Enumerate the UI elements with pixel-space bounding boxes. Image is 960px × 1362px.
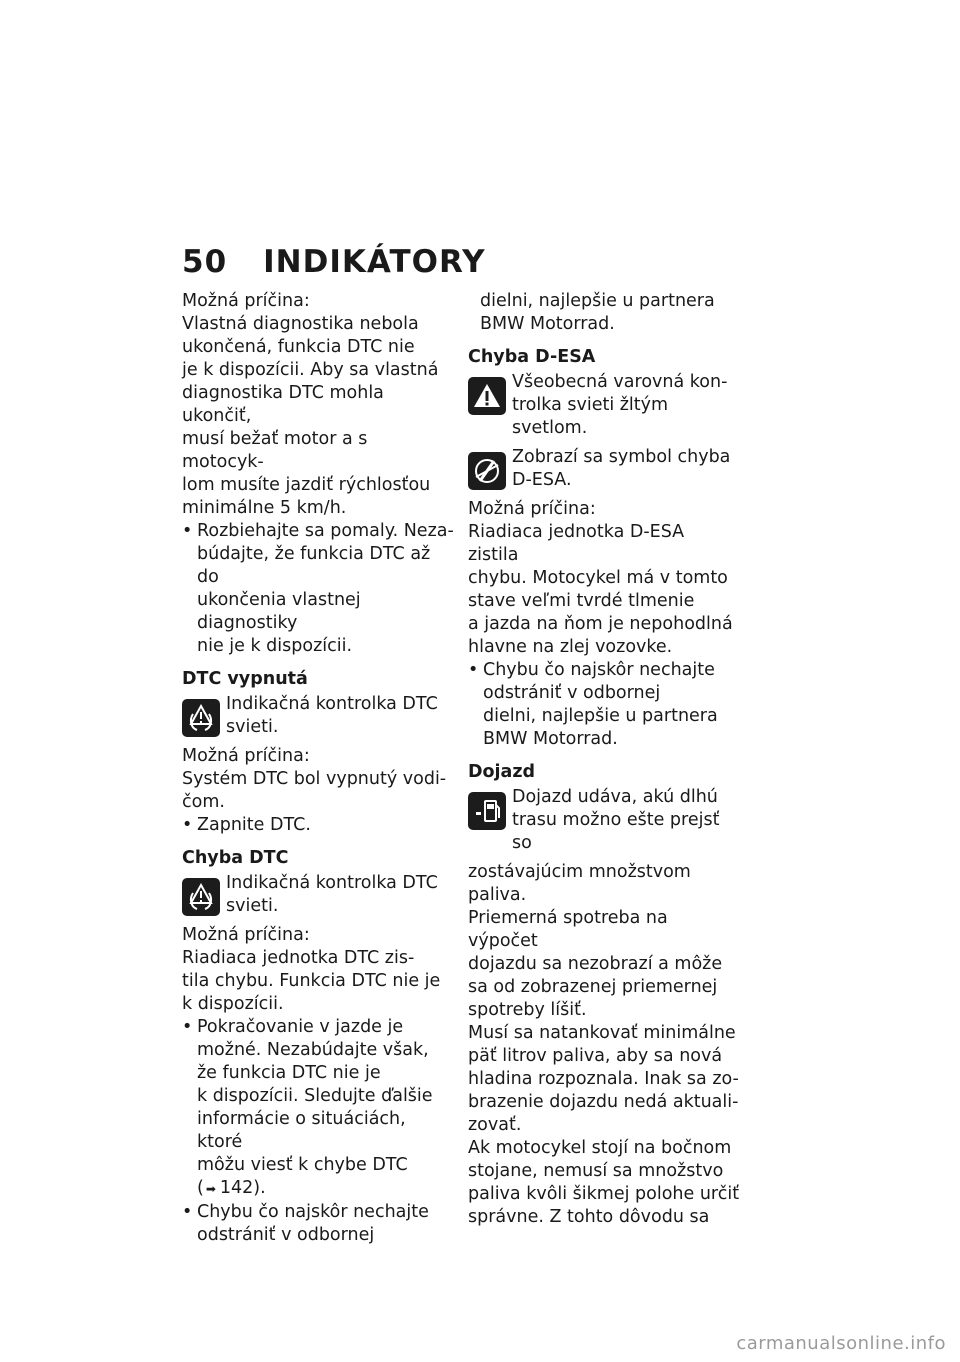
text-line: Možná príčina: — [182, 291, 310, 311]
section-heading-desa-fault: Chyba D-ESA — [468, 347, 596, 367]
text-line: dielni, najlepšie u partnera — [483, 706, 718, 726]
text-line: možné. Nezabúdajte však, — [197, 1040, 429, 1060]
text-line: Ak motocykel stojí na bočnom — [468, 1138, 732, 1158]
section-heading-dtc-off: DTC vypnutá — [182, 669, 308, 689]
text-line: zostávajúcim množstvom paliva. — [468, 862, 691, 905]
page-title: INDIKÁTORY — [263, 244, 486, 280]
reference-page-number: 142). — [219, 1178, 266, 1198]
text-line: ukončená, funkcia DTC nie — [182, 337, 415, 357]
dtc-indicator-icon — [182, 699, 220, 737]
text-line: Možná príčina: — [182, 746, 310, 766]
text-line: Indikačná kontrolka DTC — [226, 873, 438, 893]
dtc-indicator-row — [182, 693, 454, 739]
general-warning-row — [468, 371, 740, 440]
warning-triangle-icon — [468, 377, 506, 415]
dtc-fault-indicator-row — [182, 872, 454, 918]
text-line: svieti. — [226, 896, 279, 916]
text-line: • Pokračovanie v jazde je — [197, 1017, 404, 1037]
text-line: informácie o situáciách, ktoré — [197, 1109, 406, 1152]
text-line: čom. — [182, 792, 225, 812]
text-line: • Chybu čo najskôr nechajte — [197, 1202, 429, 1222]
page-reference[interactable] — [197, 1177, 454, 1201]
text-line: Riadiaca jednotka DTC zis- — [182, 948, 415, 968]
text-line: minimálne 5 km/h. — [182, 498, 347, 518]
text-line: hladina rozpoznala. Inak sa zo- — [468, 1069, 739, 1089]
text-line: Všeobecná varovná kon- — [512, 372, 728, 392]
text-line: Dojazd udáva, akú dlhú — [512, 787, 718, 807]
text-line: paliva kvôli šikmej polohe určiť — [468, 1184, 740, 1204]
text-line: stave veľmi tvrdé tlmenie — [468, 591, 695, 611]
arrow-right-icon: ➡ — [205, 1182, 216, 1196]
text-line: dielni, najlepšie u partnera — [480, 291, 715, 311]
text-line: zovať. — [468, 1115, 522, 1135]
text-line: stojane, nemusí sa množstvo — [468, 1161, 724, 1181]
text-line: BMW Motorrad. — [480, 314, 615, 334]
text-line: Musí sa natankovať minimálne — [468, 1023, 736, 1043]
text-line: lom musíte jazdiť rýchlosťou — [182, 475, 431, 495]
dtc-indicator-icon — [182, 878, 220, 916]
bullet-item: • Zapnite DTC. — [182, 814, 454, 837]
bullet-item — [468, 659, 740, 751]
text-line: sa od zobrazenej priemernej — [468, 977, 718, 997]
text-line: spotreby líšiť. — [468, 1000, 587, 1020]
continued-text — [468, 290, 740, 336]
text-line: Zobrazí sa symbol chyba — [512, 447, 731, 467]
text-line: búdajte, že funkcia DTC až do — [197, 544, 431, 587]
bullet-item — [182, 520, 454, 658]
text-line: môžu viesť k chybe DTC — [197, 1155, 408, 1175]
page-number: 50 — [182, 244, 228, 280]
section-heading-dtc-fault: Chyba DTC — [182, 848, 289, 868]
bullet-item — [182, 1016, 454, 1201]
text-line: k dispozícii. — [182, 994, 284, 1014]
text-line: správne. Z tohto dôvodu sa — [468, 1207, 710, 1227]
text-line: diagnostika DTC mohla ukončiť, — [182, 383, 384, 426]
text-line: je k dispozícii. Aby sa vlastná — [182, 360, 439, 380]
watermark: carmanualsonline.info — [736, 1333, 946, 1354]
text-line: tila chybu. Funkcia DTC nie je — [182, 971, 441, 991]
icon-text — [512, 371, 740, 440]
text-line: nie je k dispozícii. — [197, 636, 353, 656]
icon-text — [226, 872, 454, 918]
text-line: odstrániť v odbornej — [483, 683, 661, 703]
text-line: musí bežať motor a s motocyk- — [182, 429, 368, 472]
text-line: Vlastná diagnostika nebola — [182, 314, 419, 334]
text-line: Systém DTC bol vypnutý vodi- — [182, 769, 447, 789]
section-heading-range: Dojazd — [468, 762, 536, 782]
text-line: D-ESA. — [512, 470, 572, 490]
icon-text — [512, 446, 740, 492]
range-row — [468, 786, 740, 855]
text-line: trasu možno ešte prejsť so — [512, 810, 720, 853]
icon-text — [512, 786, 740, 855]
left-column — [182, 290, 454, 1247]
desa-fault-icon — [468, 452, 506, 490]
paren-open: ( — [197, 1178, 204, 1198]
text-line: a jazda na ňom je nepohodlná — [468, 614, 733, 634]
text-line: Možná príčina: — [182, 925, 310, 945]
text-line: Riadiaca jednotka D-ESA zistila — [468, 522, 685, 565]
text-line: brazenie dojazdu nedá aktuali- — [468, 1092, 739, 1112]
text-line: svieti. — [226, 717, 279, 737]
icon-text — [226, 693, 454, 739]
text-line: dojazdu sa nezobrazí a môže — [468, 954, 723, 974]
text-line: Indikačná kontrolka DTC — [226, 694, 438, 714]
text-line: trolka svieti žltým svetlom. — [512, 395, 669, 438]
text-line: • Rozbiehajte sa pomaly. Neza- — [197, 521, 454, 541]
bullet-item — [182, 1201, 454, 1247]
text-line: BMW Motorrad. — [483, 729, 618, 749]
text-line: ukončenia vlastnej diagnostiky — [197, 590, 361, 633]
text-line: Možná príčina: — [468, 499, 596, 519]
text-line: chybu. Motocykel má v tomto — [468, 568, 728, 588]
text-line: že funkcia DTC nie je — [197, 1063, 381, 1083]
page-header — [182, 244, 486, 280]
text-line: Priemerná spotreba na výpočet — [468, 908, 668, 951]
text-line: k dispozícii. Sledujte ďalšie — [197, 1086, 433, 1106]
text-line: • Chybu čo najskôr nechajte — [483, 660, 715, 680]
right-column — [468, 290, 740, 1229]
text-line: odstrániť v odbornej — [197, 1225, 375, 1245]
desa-fault-row — [468, 446, 740, 492]
text-line: hlavne na zlej vozovke. — [468, 637, 673, 657]
text-line: päť litrov paliva, aby sa nová — [468, 1046, 723, 1066]
fuel-pump-icon — [468, 792, 506, 830]
